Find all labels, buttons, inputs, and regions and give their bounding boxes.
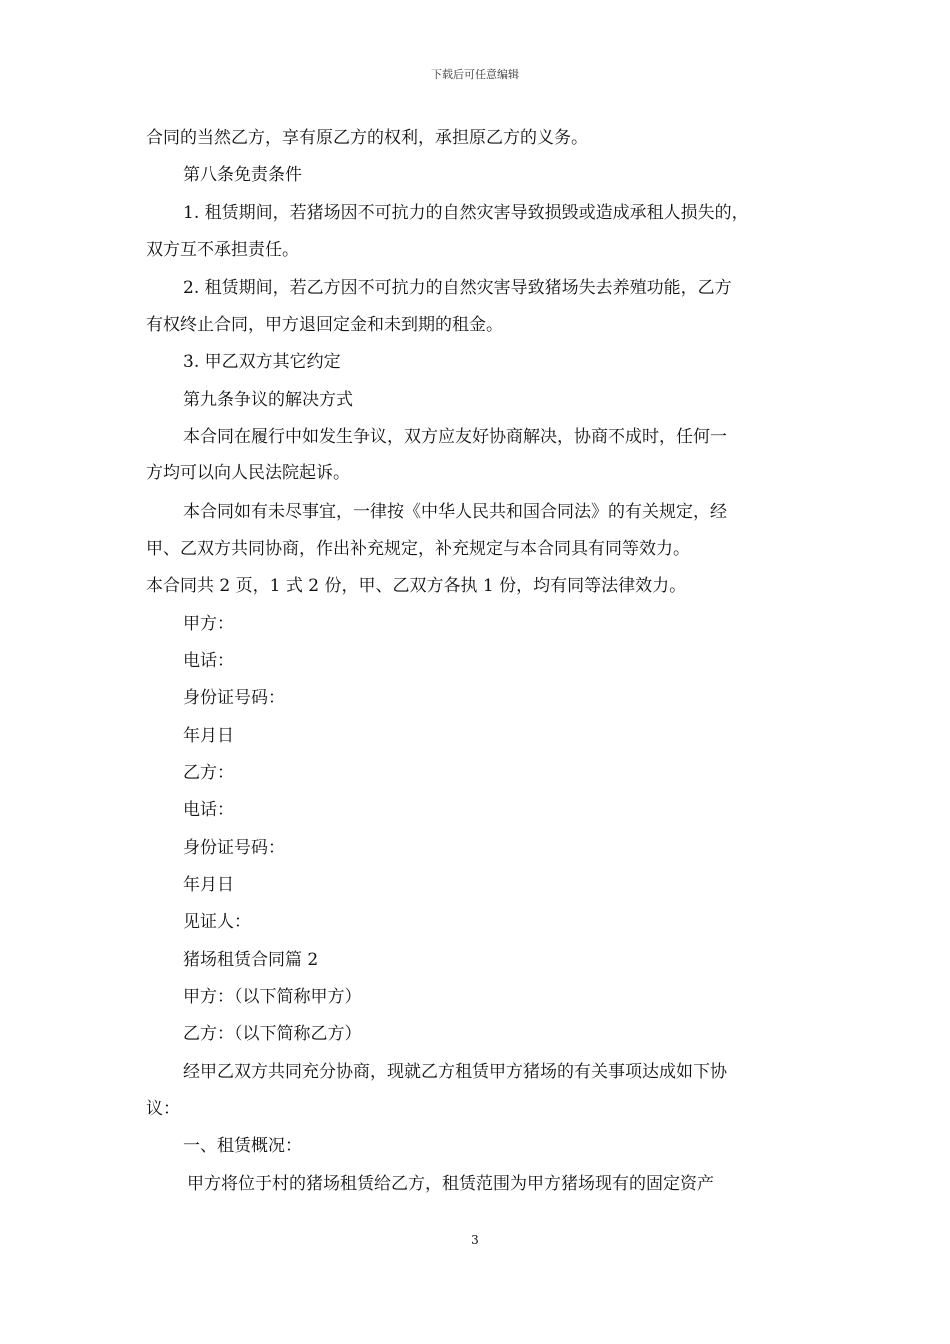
signature-party-a: 甲方：: [183, 614, 234, 634]
paragraph-line: 合同的当然乙方，享有原乙方的权利，承担原乙方的义务。: [146, 128, 588, 148]
signature-phone: 电话：: [183, 800, 234, 820]
paragraph-line: 有权终止合同，甲方退回定金和未到期的租金。: [146, 315, 503, 335]
paragraph-line: 3. 甲乙双方其它约定: [183, 352, 341, 372]
paragraph-line: 本合同如有未尽事宜，一律按《中华人民共和国合同法》的有关规定，经: [183, 502, 727, 522]
paragraph-line: 甲、乙双方共同协商，作出补充规定，补充规定与本合同具有同等效力。: [146, 539, 690, 559]
section-heading: 一、租赁概况：: [183, 1136, 302, 1156]
party-b-line: 乙方：（以下简称乙方）: [183, 1024, 362, 1044]
signature-party-b: 乙方：: [183, 763, 234, 783]
paragraph-line: 2. 租赁期间，若乙方因不可抗力的自然灾害导致猪场失去养殖功能，乙方: [183, 278, 732, 298]
paragraph-line: 经甲乙双方共同充分协商，现就乙方租赁甲方猪场的有关事项达成如下协: [183, 1062, 727, 1082]
paragraph-line: 本合同共 2 页，1 式 2 份，甲、乙双方各执 1 份，均有同等法律效力。: [146, 576, 687, 596]
signature-date: 年月日: [183, 726, 234, 746]
paragraph-line: 本合同在履行中如发生争议，双方应友好协商解决，协商不成时，任何一: [183, 427, 727, 447]
section-title: 猪场租赁合同篇 2: [183, 950, 319, 970]
signature-id-number: 身份证号码：: [183, 838, 285, 858]
signature-witness: 见证人：: [183, 912, 251, 932]
page-number: 3: [471, 1233, 479, 1247]
paragraph-line: 议：: [146, 1099, 180, 1119]
paragraph-line: 方均可以向人民法院起诉。: [146, 463, 350, 483]
signature-date: 年月日: [183, 875, 234, 895]
paragraph-line: 1. 租赁期间，若猪场因不可抗力的自然灾害导致损毁或造成承租人损失的，: [183, 203, 749, 223]
page-header: 下载后可任意编辑: [431, 68, 519, 81]
article-heading: 第九条争议的解决方式: [183, 390, 353, 410]
signature-id-number: 身份证号码：: [183, 688, 285, 708]
signature-phone: 电话：: [183, 651, 234, 671]
party-a-line: 甲方：（以下简称甲方）: [183, 987, 362, 1007]
paragraph-line: 双方互不承担责任。: [146, 240, 299, 260]
paragraph-line: 甲方将位于村的猪场租赁给乙方，租赁范围为甲方猪场现有的固定资产: [187, 1174, 714, 1194]
article-heading: 第八条免责条件: [183, 165, 302, 185]
